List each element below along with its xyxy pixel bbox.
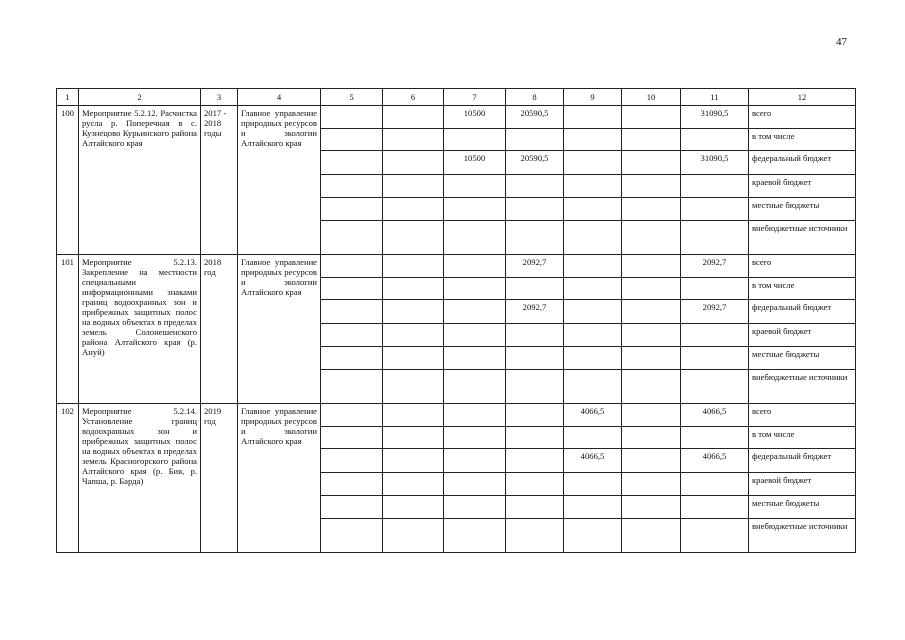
budget-source-label: внебюджетные источники <box>749 221 856 255</box>
funding-value-cell <box>622 300 681 324</box>
funding-value-cell: 2092,7 <box>506 300 564 324</box>
budget-source-label: внебюджетные источники <box>749 370 856 404</box>
funding-value-cell <box>506 449 564 473</box>
funding-value-cell <box>383 221 444 255</box>
funding-value-cell <box>564 519 622 553</box>
column-header: 3 <box>201 89 238 106</box>
funding-value-cell <box>444 404 506 427</box>
budget-source-label: в том числе <box>749 129 856 151</box>
funding-value-cell <box>622 129 681 151</box>
funding-value-cell <box>321 198 383 221</box>
funding-value-cell <box>506 198 564 221</box>
funding-value-cell <box>564 221 622 255</box>
funding-value-cell <box>506 473 564 496</box>
funding-value-cell: 4066,5 <box>681 404 749 427</box>
column-header: 6 <box>383 89 444 106</box>
funding-value-cell <box>564 106 622 129</box>
funding-value-cell <box>564 278 622 300</box>
budget-source-label: местные бюджеты <box>749 198 856 221</box>
budget-source-label: внебюджетные источники <box>749 519 856 553</box>
funding-value-cell <box>444 473 506 496</box>
funding-value-cell <box>383 106 444 129</box>
funding-value-cell: 2092,7 <box>681 300 749 324</box>
funding-value-cell <box>383 347 444 370</box>
budget-source-label: краевой бюджет <box>749 324 856 347</box>
funding-value-cell <box>564 175 622 198</box>
funding-value-cell <box>622 324 681 347</box>
event-period: 2019 год <box>201 404 238 553</box>
column-header: 8 <box>506 89 564 106</box>
funding-value-cell <box>383 198 444 221</box>
budget-source-label: местные бюджеты <box>749 347 856 370</box>
funding-value-cell <box>383 449 444 473</box>
funding-value-cell <box>321 404 383 427</box>
event-description: Мероприятие 5.2.14. Установление границ водоохранных зон и прибрежных защитных полос на водных объектах в пределах земель Красногорского района Алтайского края (р. Бия, р. Чапша, р. Барда) <box>79 404 201 553</box>
funding-value-cell <box>383 370 444 404</box>
budget-source-label: федеральный бюджет <box>749 151 856 175</box>
header-row <box>57 89 856 106</box>
funding-value-cell <box>444 449 506 473</box>
funding-value-cell <box>506 221 564 255</box>
funding-value-cell: 4066,5 <box>681 449 749 473</box>
budget-source-label: в том числе <box>749 278 856 300</box>
funding-value-cell <box>321 221 383 255</box>
funding-value-cell <box>444 278 506 300</box>
funding-value-cell <box>506 278 564 300</box>
event-executor: Главное управление природных ресурсов и экологии Алтайского края <box>238 255 321 404</box>
funding-value-cell <box>681 278 749 300</box>
budget-source-label: местные бюджеты <box>749 496 856 519</box>
funding-value-cell <box>622 404 681 427</box>
funding-value-cell: 20590,5 <box>506 151 564 175</box>
funding-value-cell <box>321 175 383 198</box>
funding-value-cell <box>622 151 681 175</box>
funding-value-cell <box>681 324 749 347</box>
funding-value-cell <box>622 496 681 519</box>
funding-value-cell <box>444 427 506 449</box>
table-row <box>57 404 856 427</box>
event-description: Мероприятие 5.2.13. Закрепление на местности специальными информационными знаками границ водоохранных зон и прибрежных защитных полос на водных объектах в пределах земель Солонешенского района Алтайского края (р. Ануй) <box>79 255 201 404</box>
funding-value-cell <box>622 175 681 198</box>
funding-value-cell <box>564 370 622 404</box>
funding-value-cell <box>383 151 444 175</box>
funding-value-cell <box>383 324 444 347</box>
funding-value-cell: 20590,5 <box>506 106 564 129</box>
budget-source-label: всего <box>749 106 856 129</box>
funding-value-cell <box>622 449 681 473</box>
funding-value-cell <box>321 106 383 129</box>
funding-value-cell <box>321 449 383 473</box>
page-number: 47 <box>836 36 847 48</box>
funding-value-cell <box>622 198 681 221</box>
funding-value-cell <box>622 278 681 300</box>
funding-value-cell: 10500 <box>444 106 506 129</box>
funding-value-cell <box>321 473 383 496</box>
funding-value-cell <box>321 129 383 151</box>
funding-value-cell <box>506 404 564 427</box>
funding-value-cell <box>506 324 564 347</box>
funding-value-cell <box>564 347 622 370</box>
funding-value-cell <box>681 129 749 151</box>
budget-source-label: краевой бюджет <box>749 175 856 198</box>
column-header: 4 <box>238 89 321 106</box>
column-header: 12 <box>749 89 856 106</box>
funding-value-cell <box>622 221 681 255</box>
funding-value-cell <box>564 255 622 278</box>
column-header: 9 <box>564 89 622 106</box>
funding-value-cell <box>321 519 383 553</box>
column-header: 1 <box>57 89 79 106</box>
funding-value-cell: 2092,7 <box>681 255 749 278</box>
funding-value-cell <box>564 324 622 347</box>
funding-value-cell <box>321 255 383 278</box>
column-header: 11 <box>681 89 749 106</box>
funding-value-cell <box>506 427 564 449</box>
event-description: Мероприятие 5.2.12. Расчистка русла р. Поперечная в с. Кузнецово Курьинского района Алтайского края <box>79 106 201 255</box>
budget-source-label: всего <box>749 404 856 427</box>
funding-value-cell <box>681 473 749 496</box>
funding-value-cell <box>506 370 564 404</box>
column-header: 2 <box>79 89 201 106</box>
funding-value-cell <box>681 221 749 255</box>
funding-value-cell <box>444 370 506 404</box>
funding-value-cell <box>681 370 749 404</box>
funding-value-cell <box>444 129 506 151</box>
funding-value-cell <box>681 496 749 519</box>
event-period: 2017 - 2018 годы <box>201 106 238 255</box>
funding-value-cell: 2092,7 <box>506 255 564 278</box>
funding-value-cell <box>444 175 506 198</box>
funding-value-cell <box>622 106 681 129</box>
funding-value-cell <box>321 496 383 519</box>
funding-value-cell <box>383 427 444 449</box>
funding-value-cell <box>681 519 749 553</box>
budget-source-label: федеральный бюджет <box>749 300 856 324</box>
funding-value-cell <box>564 496 622 519</box>
funding-value-cell <box>383 473 444 496</box>
funding-value-cell <box>622 519 681 553</box>
funding-value-cell: 4066,5 <box>564 404 622 427</box>
funding-value-cell <box>321 347 383 370</box>
funding-value-cell: 4066,5 <box>564 449 622 473</box>
funding-value-cell <box>444 496 506 519</box>
funding-value-cell <box>444 255 506 278</box>
funding-value-cell <box>383 278 444 300</box>
funding-value-cell <box>622 473 681 496</box>
program-table <box>56 88 856 553</box>
funding-value-cell <box>564 151 622 175</box>
funding-value-cell <box>321 427 383 449</box>
funding-value-cell <box>444 198 506 221</box>
funding-value-cell <box>321 278 383 300</box>
funding-value-cell <box>564 473 622 496</box>
funding-value-cell <box>383 496 444 519</box>
budget-source-label: всего <box>749 255 856 278</box>
funding-value-cell <box>321 370 383 404</box>
event-executor: Главное управление природных ресурсов и экологии Алтайского края <box>238 404 321 553</box>
table-row <box>57 255 856 278</box>
funding-value-cell <box>681 175 749 198</box>
funding-value-cell <box>444 324 506 347</box>
funding-value-cell <box>564 427 622 449</box>
funding-value-cell <box>506 496 564 519</box>
funding-value-cell <box>383 175 444 198</box>
funding-value-cell <box>444 300 506 324</box>
funding-value-cell <box>622 427 681 449</box>
funding-value-cell: 10500 <box>444 151 506 175</box>
funding-value-cell <box>506 129 564 151</box>
funding-value-cell <box>321 151 383 175</box>
funding-value-cell <box>444 221 506 255</box>
event-number: 100 <box>57 106 79 255</box>
funding-value-cell <box>444 519 506 553</box>
funding-value-cell <box>681 347 749 370</box>
funding-value-cell: 31090,5 <box>681 151 749 175</box>
funding-value-cell <box>506 347 564 370</box>
budget-source-label: в том числе <box>749 427 856 449</box>
funding-value-cell <box>564 198 622 221</box>
funding-value-cell <box>321 300 383 324</box>
funding-value-cell <box>622 370 681 404</box>
event-number: 102 <box>57 404 79 553</box>
event-executor: Главное управление природных ресурсов и экологии Алтайского края <box>238 106 321 255</box>
funding-value-cell <box>383 129 444 151</box>
funding-value-cell: 31090,5 <box>681 106 749 129</box>
column-header: 5 <box>321 89 383 106</box>
funding-value-cell <box>383 519 444 553</box>
funding-value-cell <box>506 175 564 198</box>
event-number: 101 <box>57 255 79 404</box>
funding-value-cell <box>321 324 383 347</box>
funding-value-cell <box>681 198 749 221</box>
funding-value-cell <box>383 255 444 278</box>
funding-value-cell <box>383 300 444 324</box>
funding-value-cell <box>564 129 622 151</box>
funding-value-cell <box>444 347 506 370</box>
funding-value-cell <box>564 300 622 324</box>
column-header: 7 <box>444 89 506 106</box>
budget-source-label: краевой бюджет <box>749 473 856 496</box>
column-header: 10 <box>622 89 681 106</box>
table-row <box>57 106 856 129</box>
event-period: 2018 год <box>201 255 238 404</box>
funding-value-cell <box>622 255 681 278</box>
budget-source-label: федеральный бюджет <box>749 449 856 473</box>
funding-value-cell <box>383 404 444 427</box>
funding-value-cell <box>506 519 564 553</box>
funding-value-cell <box>681 427 749 449</box>
funding-value-cell <box>622 347 681 370</box>
